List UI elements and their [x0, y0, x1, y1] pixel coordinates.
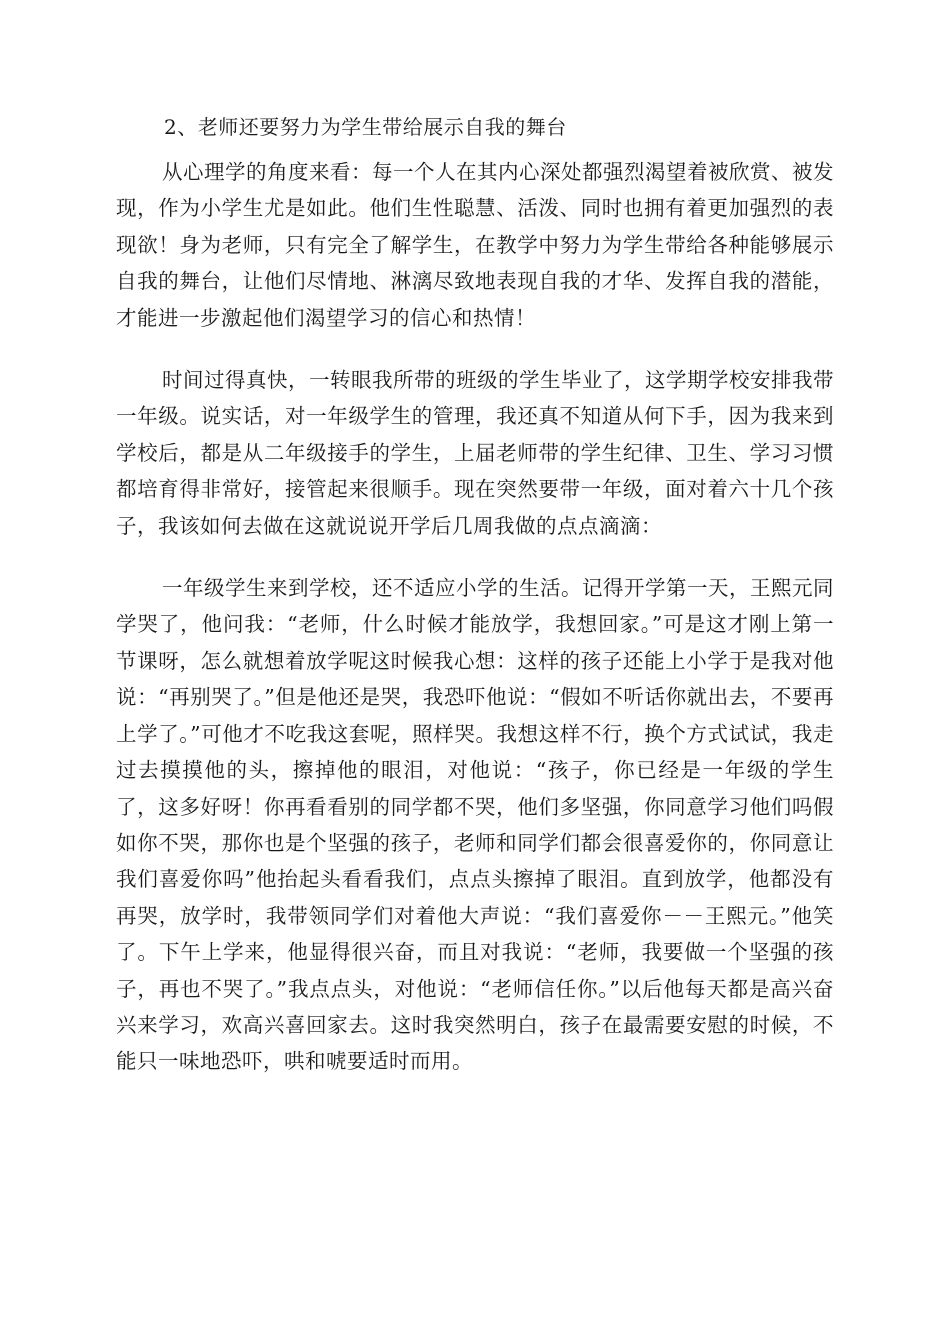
paragraph-story: 一年级学生来到学校，还不适应小学的生活。记得开学第一天，王熙元同学哭了，他问我：“老师，什么时候才能放学，我想回家。”可是这才刚上第一节课呀，怎么就想着放学呢这时候我心想：这样的孩子还能上小学于是我对他说：“再别哭了。”但是他还是哭，我恐吓他说：“假如不听话你就出去，不要再上学了。”可他才不吃我这套呢，照样哭。我想这样不行，换个方式试试，我走过去摸摸他的头，擦掉他的眼泪，对他说：“孩子，你已经是一年级的学生了，这多好呀！你再看看别的同学都不哭，他们多坚强，你同意学习他们吗假如你不哭，那你也是个坚强的孩子，老师和同学们都会很喜爱你的，你同意让我们喜爱你吗”他抬起头看看我们，点点头擦掉了眼泪。直到放学，他都没有再哭，放学时，我带领同学们对着他大声说：“我们喜爱你－－王熙元。”他笑了。下午上学来，他显得很兴奋，而且对我说：“老师，我要做一个坚强的孩子，再也不哭了。”我点点头，对他说：“老师信任你。”以后他每天都是高兴奋兴来学习，欢高兴喜回家去。这时我突然明白，孩子在最需要安慰的时候，不能只一味地恐吓，哄和唬要适时而用。: [116, 576, 834, 1074]
paragraph-psychology: 从心理学的角度来看：每一个人在其内心深处都强烈渴望着被欣赏、被发现，作为小学生尤是如此。他们生性聪慧、活泼、同时也拥有着更加强烈的表现欲！身为老师，只有完全了解学生，在教学中努力为学生带给各种能够展示自我的舞台，让他们尽情地、淋漓尽致地表现自我的才华、发挥自我的潜能，才能进一步激起他们渴望学习的信心和热情！: [116, 160, 834, 330]
document-body: [116, 112, 834, 1080]
section-heading: 2、老师还要努力为学生带给展示自我的舞台: [164, 115, 567, 139]
paragraph-first-grade: 时间过得真快，一转眼我所带的班级的学生毕业了，这学期学校安排我带一年级。说实话，对一年级学生的管理，我还真不知道从何下手，因为我来到学校后，都是从二年级接手的学生，上届老师带的学生纪律、卫生、学习习惯都培育得非常好，接管起来很顺手。现在突然要带一年级，面对着六十几个孩子，我该如何去做在这就说说开学后几周我做的点点滴滴：: [116, 368, 834, 538]
